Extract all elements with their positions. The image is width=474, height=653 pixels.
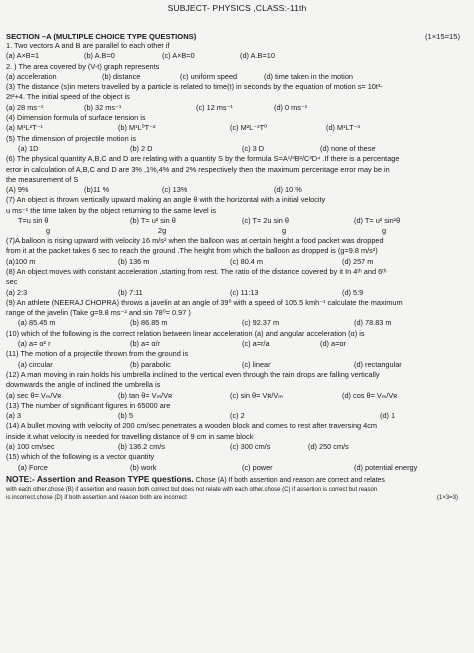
question-3-options	[6, 103, 468, 113]
option-denominator: g	[382, 226, 387, 236]
question-9-line-1: (9) An athlete (NEERAJ CHOPRA) throws a javelin at an angle of 39⁰ with a speed of 105.5 kmh⁻¹ calculate the maximum	[6, 297, 403, 307]
option: (d) rectangular	[354, 359, 402, 369]
option: (d) time taken in the motion	[264, 71, 353, 81]
option: (a) sec θ= Vₘ/Vʀ	[6, 390, 62, 400]
option: (d) 250 cm/s	[308, 441, 349, 451]
note-heading: NOTE:- Assertion and Reason TYPE questions.	[6, 473, 194, 484]
option: (a) 100 cm/sec	[6, 441, 55, 451]
question-3-line-1: (3) The distance (s)in meters travelled by a particle is related to time(t) in seconds by the equation of motion s= 10t³-	[6, 82, 383, 92]
option: (b) tan θ= Vₘ/Vʀ	[118, 390, 173, 400]
question-13-options	[6, 411, 468, 421]
question-4-options	[6, 123, 468, 133]
assertion-reason-note	[6, 474, 468, 486]
option: (c) 92.37 m	[242, 318, 280, 328]
question-7-options-denominators	[6, 226, 468, 236]
option: (b) 7:11	[118, 287, 143, 297]
option-denominator: g	[282, 226, 287, 236]
option: (d) M¹LT⁻³	[326, 123, 360, 133]
option: (a) acceleration	[6, 71, 57, 81]
option: (c) A×B=0	[162, 51, 195, 61]
question-2: 2. ) The area covered by (V-t) graph represents	[6, 61, 160, 71]
option: (c) uniform speed	[180, 71, 238, 81]
option: (d) cos θ= Vₘ/Vʀ	[342, 390, 398, 400]
question-7b-options	[6, 257, 468, 267]
question-2-options	[6, 72, 468, 82]
option: (b) 136.2 cm/s	[118, 441, 165, 451]
question-9-options	[6, 318, 468, 328]
question-6-line-1: (6) The physical quantity A,B,C and D are relating with a quantity S by the formula S=A¹/³B²/C³D⁴ .If there is a percentage	[6, 154, 400, 164]
question-7-options-numerators	[6, 216, 468, 226]
option: (c) 12 ms⁻¹	[196, 102, 233, 112]
option: (c) T= 2u sin θ	[242, 216, 290, 226]
option: (a) 28 ms⁻¹	[6, 102, 44, 112]
option: (b) distance	[102, 71, 141, 81]
option: (b) 136 m	[118, 256, 150, 266]
option: (a) 1D	[18, 143, 39, 153]
option-denominator: g	[46, 226, 51, 236]
option: (b) 32 ms⁻¹	[84, 102, 122, 112]
question-14-options	[6, 442, 468, 452]
option: (b) 5	[118, 411, 134, 421]
option: (a) 2:3	[6, 287, 28, 297]
option: (b) parabolic	[130, 359, 171, 369]
page-header: SUBJECT- PHYSICS ,CLASS:-11th	[167, 3, 307, 13]
question-1: 1. Two vectors A and B are parallel to each other if	[6, 41, 170, 50]
option: (c) power	[242, 462, 273, 472]
option: (a) M¹L²T⁻¹	[6, 123, 43, 133]
note-marks: (1×3=3)	[436, 495, 458, 502]
option: (d) A.B=10	[240, 51, 275, 61]
option: (c) 300 cm/s	[230, 441, 271, 451]
question-6-line-3: the measurement of S	[6, 174, 79, 184]
note-instructions: Chose (A) If both assertion and reason are correct and relates	[193, 476, 385, 484]
section-title: SECTION –A (MULTIPLE CHOICE TYPE QUESTIONS)	[6, 32, 197, 41]
question-10: (10) which of the following is the correct relation between linear acceleration (a) and angular acceleration (α) is	[6, 328, 365, 338]
question-4: (4) Dimension formula of surface tension is	[6, 113, 146, 123]
option: (c) 3 D	[242, 143, 265, 153]
note-line-3-row	[6, 494, 468, 503]
option: (d) 0 ms⁻¹	[274, 102, 308, 112]
option-denominator: 2g	[158, 226, 167, 236]
question-15: (15) which of the following is a vector quantity	[6, 452, 155, 462]
option: (c) sin θ= Vʀ/Vₘ	[230, 390, 283, 400]
option: (b) 86.85 m	[130, 318, 168, 328]
option: (b) work	[130, 462, 157, 472]
question-8-options	[6, 288, 468, 298]
question-7-line-1: (7) An object is thrown vertically upward making an angle θ with the horizontal with a initial velocity	[6, 195, 326, 205]
option: (a) A×B=1	[6, 51, 40, 61]
option: (a) Force	[18, 462, 48, 472]
option: (A) 9%	[6, 185, 29, 195]
question-3-line-2: 2t²+4. The initial speed of the object is	[6, 92, 130, 102]
question-14-line-2: inside it.what velocity is needed for travelling distance of 9 cm in same block	[6, 431, 254, 441]
question-10-options	[6, 339, 468, 349]
option: (c) linear	[242, 359, 271, 369]
question-8-line-1: (8) An object moves with constant acceleration ,starting from rest. The ratio of the distance covered by it In 4ᵗʰ and 6ᵗʰ	[6, 266, 387, 276]
question-11: (11) The motion of a projectile thrown from the ground is	[6, 349, 189, 359]
option: (b) T= u² sin θ	[130, 216, 176, 226]
option: (c) a=r/a	[242, 339, 270, 349]
option: (c) 2	[230, 411, 245, 421]
option: (c) 13%	[162, 185, 188, 195]
option: (c) M²L⁻³T⁰	[230, 123, 268, 133]
option: (d) 10 %	[274, 185, 302, 195]
section-heading	[6, 32, 468, 41]
question-7-line-2: u ms⁻¹ the time taken by the object returning to the same level is	[6, 205, 217, 215]
option: (a) 85.45 m	[18, 318, 56, 328]
option: (a)100 m	[6, 256, 36, 266]
question-6-line-2: error in calculation of A,B,C and D are 3% ,1%,4% and 2% respectively then the maximum percentage error may be in	[6, 164, 390, 174]
option: (d) potential energy	[354, 462, 418, 472]
option: (b) A.B=0	[84, 51, 115, 61]
option: (c) 80.4 m	[230, 256, 264, 266]
question-7b-line-1: (7)A balloon is rising upward with velocity 16 m/s² when the balloon was at certain height a food packet was dropped	[6, 236, 384, 246]
question-12-line-2: downwards the angle of inclined the umbrella is	[6, 380, 161, 390]
option: (c) 11:13	[230, 287, 259, 297]
option: (d) none of these	[320, 143, 376, 153]
question-15-options	[6, 463, 468, 473]
option: (d) 78.83 m	[354, 318, 392, 328]
question-6-options	[6, 185, 468, 195]
option: (d) a=αr	[320, 339, 347, 349]
option: (d) T= u² sin²θ	[354, 216, 401, 226]
question-12-line-1: (12) A man moving in rain holds his umbrella inclined to the vertical even through the rain drops are falling vertically	[6, 369, 380, 379]
option: (b)11 %	[84, 185, 110, 195]
question-11-options	[6, 360, 468, 370]
option: (d) 5:9	[342, 287, 364, 297]
option: (a) circular	[18, 359, 53, 369]
option: (a) a= α² r	[18, 339, 51, 349]
question-5-options	[6, 144, 468, 154]
note-line-2: with each other.chose (B) if assertion and reason both correct but does not relate with each other.chose (C) if assertion is correct but reason	[6, 486, 378, 493]
option: (b) M¹L⁰T⁻²	[118, 123, 156, 133]
question-5: (5) The dimension of projectile motion is	[6, 133, 137, 143]
question-8-line-2: sec	[6, 277, 18, 287]
question-12-options	[6, 391, 468, 401]
option: (d) 1	[380, 411, 396, 421]
section-marks: (1×15=15)	[424, 32, 460, 41]
option: (a) 3	[6, 411, 22, 421]
note-line-3: is incorrect.chose (D) if both assertion and reason both are incorrect	[6, 495, 187, 502]
option: (b) 2 D	[130, 143, 153, 153]
question-7b-line-2: from it at the packet takes 6 sec to reach the ground .The height from which the balloon as dropped is (g=9.8 m/s²)	[6, 246, 378, 256]
question-14-line-1: (14) A bullet moving with velocity of 200 cm/sec penetrates a wooden block and comes to rest after traversing 4cm	[6, 421, 378, 431]
question-13: (13) The number of significant figures in 65000 are	[6, 400, 171, 410]
question-1-options	[6, 51, 468, 61]
option: (b) a= α/r	[130, 339, 161, 349]
option: T=u sin θ	[18, 216, 49, 226]
option: (d) 257 m	[342, 256, 374, 266]
question-9-line-2: range of the javelin (Take g=9.8 ms⁻² and sin 78⁰= 0.97 )	[6, 308, 191, 318]
